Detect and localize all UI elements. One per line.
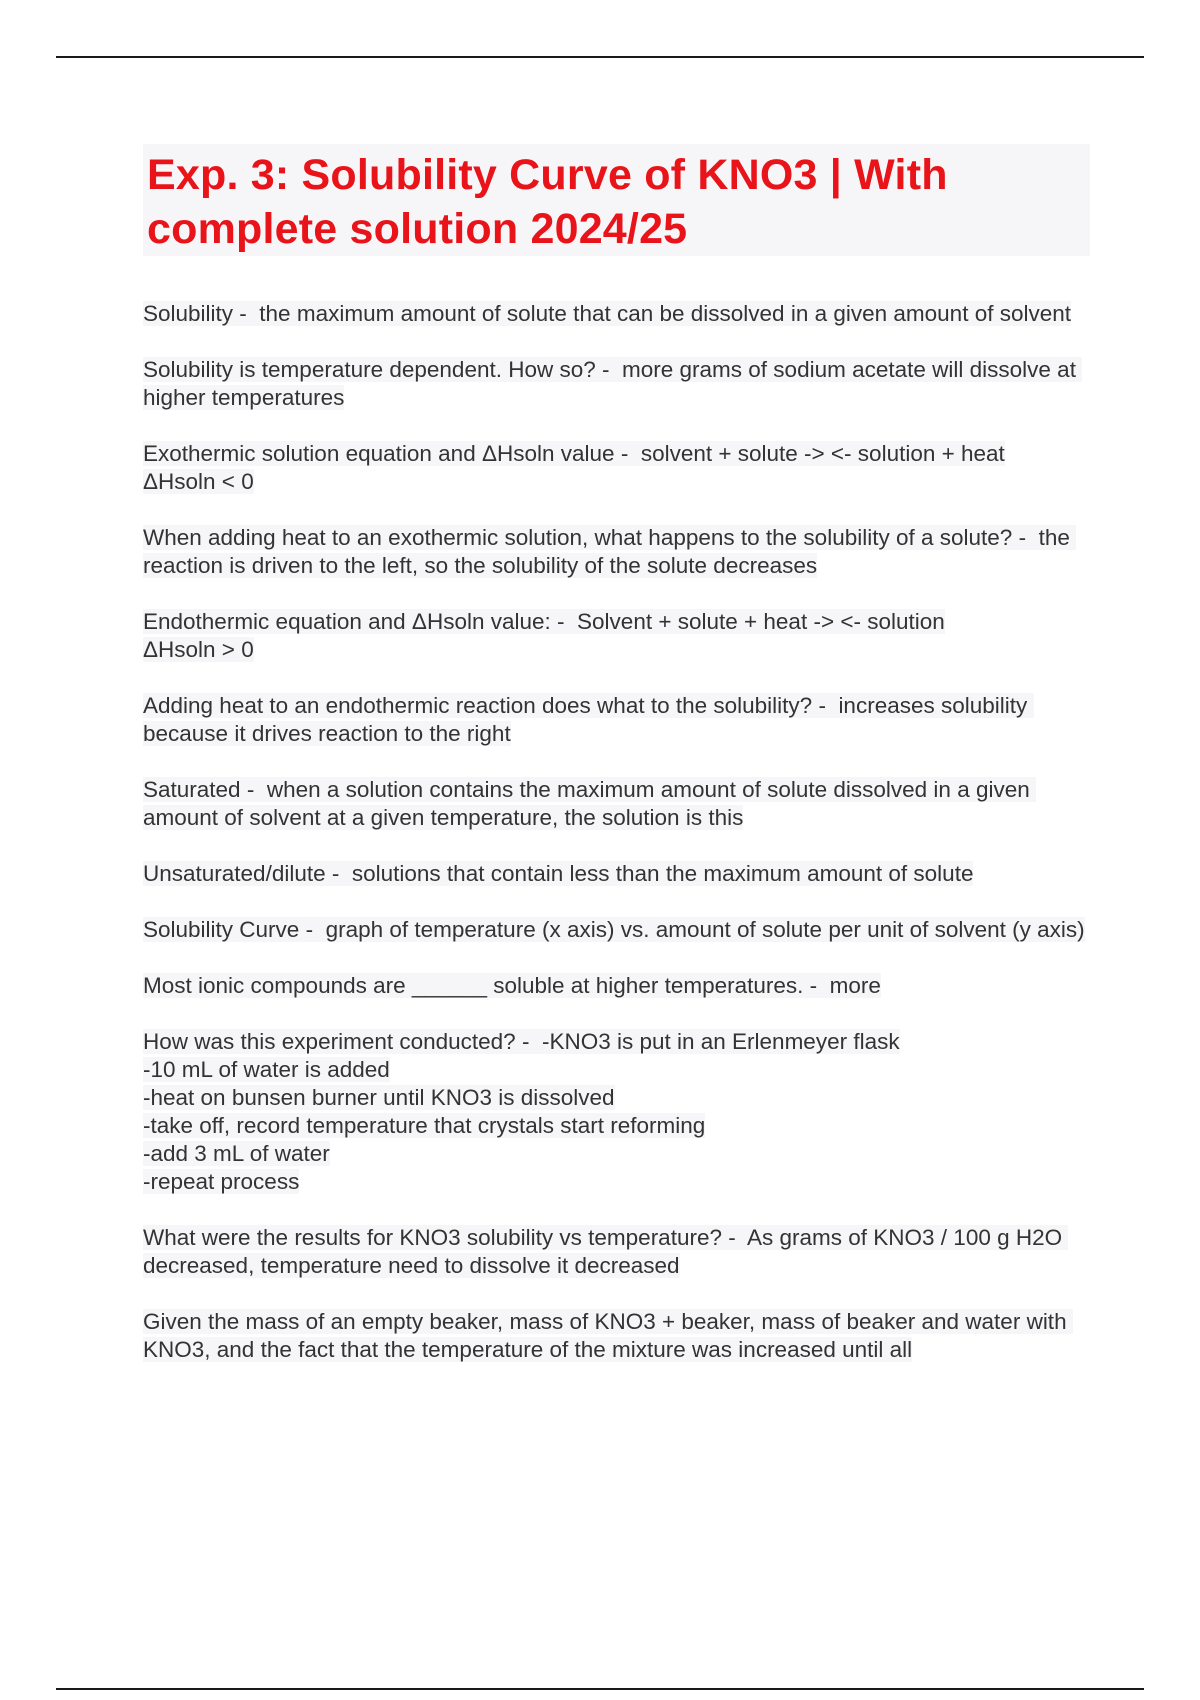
flashcard-text	[143, 301, 1071, 326]
title-block	[143, 144, 1090, 256]
flashcard-term: What were the results for KNO3 solubility vs temperature?	[143, 1225, 722, 1250]
flashcard-text	[143, 1309, 1073, 1362]
flashcard-list	[143, 300, 1103, 1392]
term-separator: -	[595, 357, 623, 382]
flashcard-entry	[143, 916, 1103, 944]
flashcard-entry	[143, 776, 1103, 832]
flashcard-term: Unsaturated/dilute	[143, 861, 326, 886]
flashcard-definition: graph of temperature (x axis) vs. amount of solute per unit of solvent (y axis)	[325, 917, 1085, 942]
flashcard-text	[143, 609, 945, 662]
flashcard-definition: more	[829, 973, 881, 998]
flashcard-text	[143, 693, 1034, 746]
flashcard-term: Exothermic solution equation and ΔHsoln value	[143, 441, 615, 466]
flashcard-term: Saturated	[143, 777, 241, 802]
term-separator: -	[812, 693, 839, 718]
flashcard-entry	[143, 440, 1103, 496]
flashcard-text	[143, 357, 1082, 410]
flashcard-entry	[143, 608, 1103, 664]
term-separator: -	[325, 861, 352, 886]
term-separator: -	[614, 441, 641, 466]
page-title: Exp. 3: Solubility Curve of KNO3 | With complete solution 2024/25	[147, 151, 948, 253]
flashcard-entry	[143, 692, 1103, 748]
flashcard-term: Solubility	[143, 301, 234, 326]
flashcard-definition: when a solution contains the maximum amount of solute dissolved in a given amount of solvent at a given temperature, the solution is this	[143, 777, 1037, 830]
flashcard-entry	[143, 300, 1103, 328]
term-separator: -	[240, 777, 267, 802]
top-rule	[56, 56, 1144, 58]
flashcard-definition: solutions that contain less than the maximum amount of solute	[351, 861, 974, 886]
flashcard-definition: Solvent + solute + heat -> <- solution ΔHsoln > 0	[143, 609, 945, 662]
flashcard-definition: increases solubility because it drives reaction to the right	[143, 693, 1034, 746]
flashcard-term: How was this experiment conducted?	[143, 1029, 516, 1054]
flashcard-term: Solubility Curve	[143, 917, 300, 942]
flashcard-term: When adding heat to an exothermic solution, what happens to the solubility of a solute?	[143, 525, 1013, 550]
flashcard-definition: solvent + solute -> <- solution + heat ΔHsoln < 0	[143, 441, 1005, 494]
flashcard-text	[143, 973, 881, 998]
flashcard-term: Adding heat to an endothermic reaction does what to the solubility?	[143, 693, 813, 718]
flashcard-entry	[143, 524, 1103, 580]
term-separator: -	[803, 973, 830, 998]
flashcard-definition: the maximum amount of solute that can be dissolved in a given amount of solvent	[259, 301, 1071, 326]
flashcard-text	[143, 1225, 1068, 1278]
flashcard-entry	[143, 972, 1103, 1000]
flashcard-text	[143, 525, 1076, 578]
bottom-rule	[56, 1688, 1144, 1690]
term-separator: -	[721, 1225, 747, 1250]
term-separator: -	[550, 609, 578, 634]
term-separator: -	[299, 917, 326, 942]
term-separator: -	[515, 1029, 542, 1054]
flashcard-entry	[143, 860, 1103, 888]
flashcard-text	[143, 1029, 900, 1194]
flashcard-term: Given the mass of an empty beaker, mass of KNO3 + beaker, mass of beaker and water with KNO3, and the fact that the temperature of the mixture was increased until all	[143, 1309, 1073, 1362]
term-separator: -	[1012, 525, 1039, 550]
flashcard-entry	[143, 356, 1103, 412]
flashcard-text	[143, 777, 1036, 830]
flashcard-term: Endothermic equation and ΔHsoln value:	[143, 609, 551, 634]
flashcard-entry	[143, 1028, 1103, 1196]
flashcard-text	[143, 917, 1085, 942]
flashcard-text	[143, 441, 1005, 494]
flashcard-definition: more grams of sodium acetate will dissolve at higher temperatures	[143, 357, 1083, 410]
flashcard-term: Most ionic compounds are ______ soluble at higher temperatures.	[143, 973, 804, 998]
flashcard-entry	[143, 1224, 1103, 1280]
term-separator: -	[233, 301, 260, 326]
flashcard-text	[143, 861, 973, 886]
flashcard-term: Solubility is temperature dependent. How so?	[143, 357, 596, 382]
flashcard-definition: As grams of KNO3 / 100 g H2O decreased, temperature need to dissolve it decreased	[143, 1225, 1069, 1278]
flashcard-definition: the reaction is driven to the left, so the solubility of the solute decreases	[143, 525, 1077, 578]
flashcard-entry	[143, 1308, 1103, 1364]
flashcard-definition: -KNO3 is put in an Erlenmeyer flask -10 mL of water is added -heat on bunsen burner until KNO3 is dissolved -take off, record temperature that crystals start reforming -add 3 mL of water -repeat process	[143, 1029, 900, 1194]
